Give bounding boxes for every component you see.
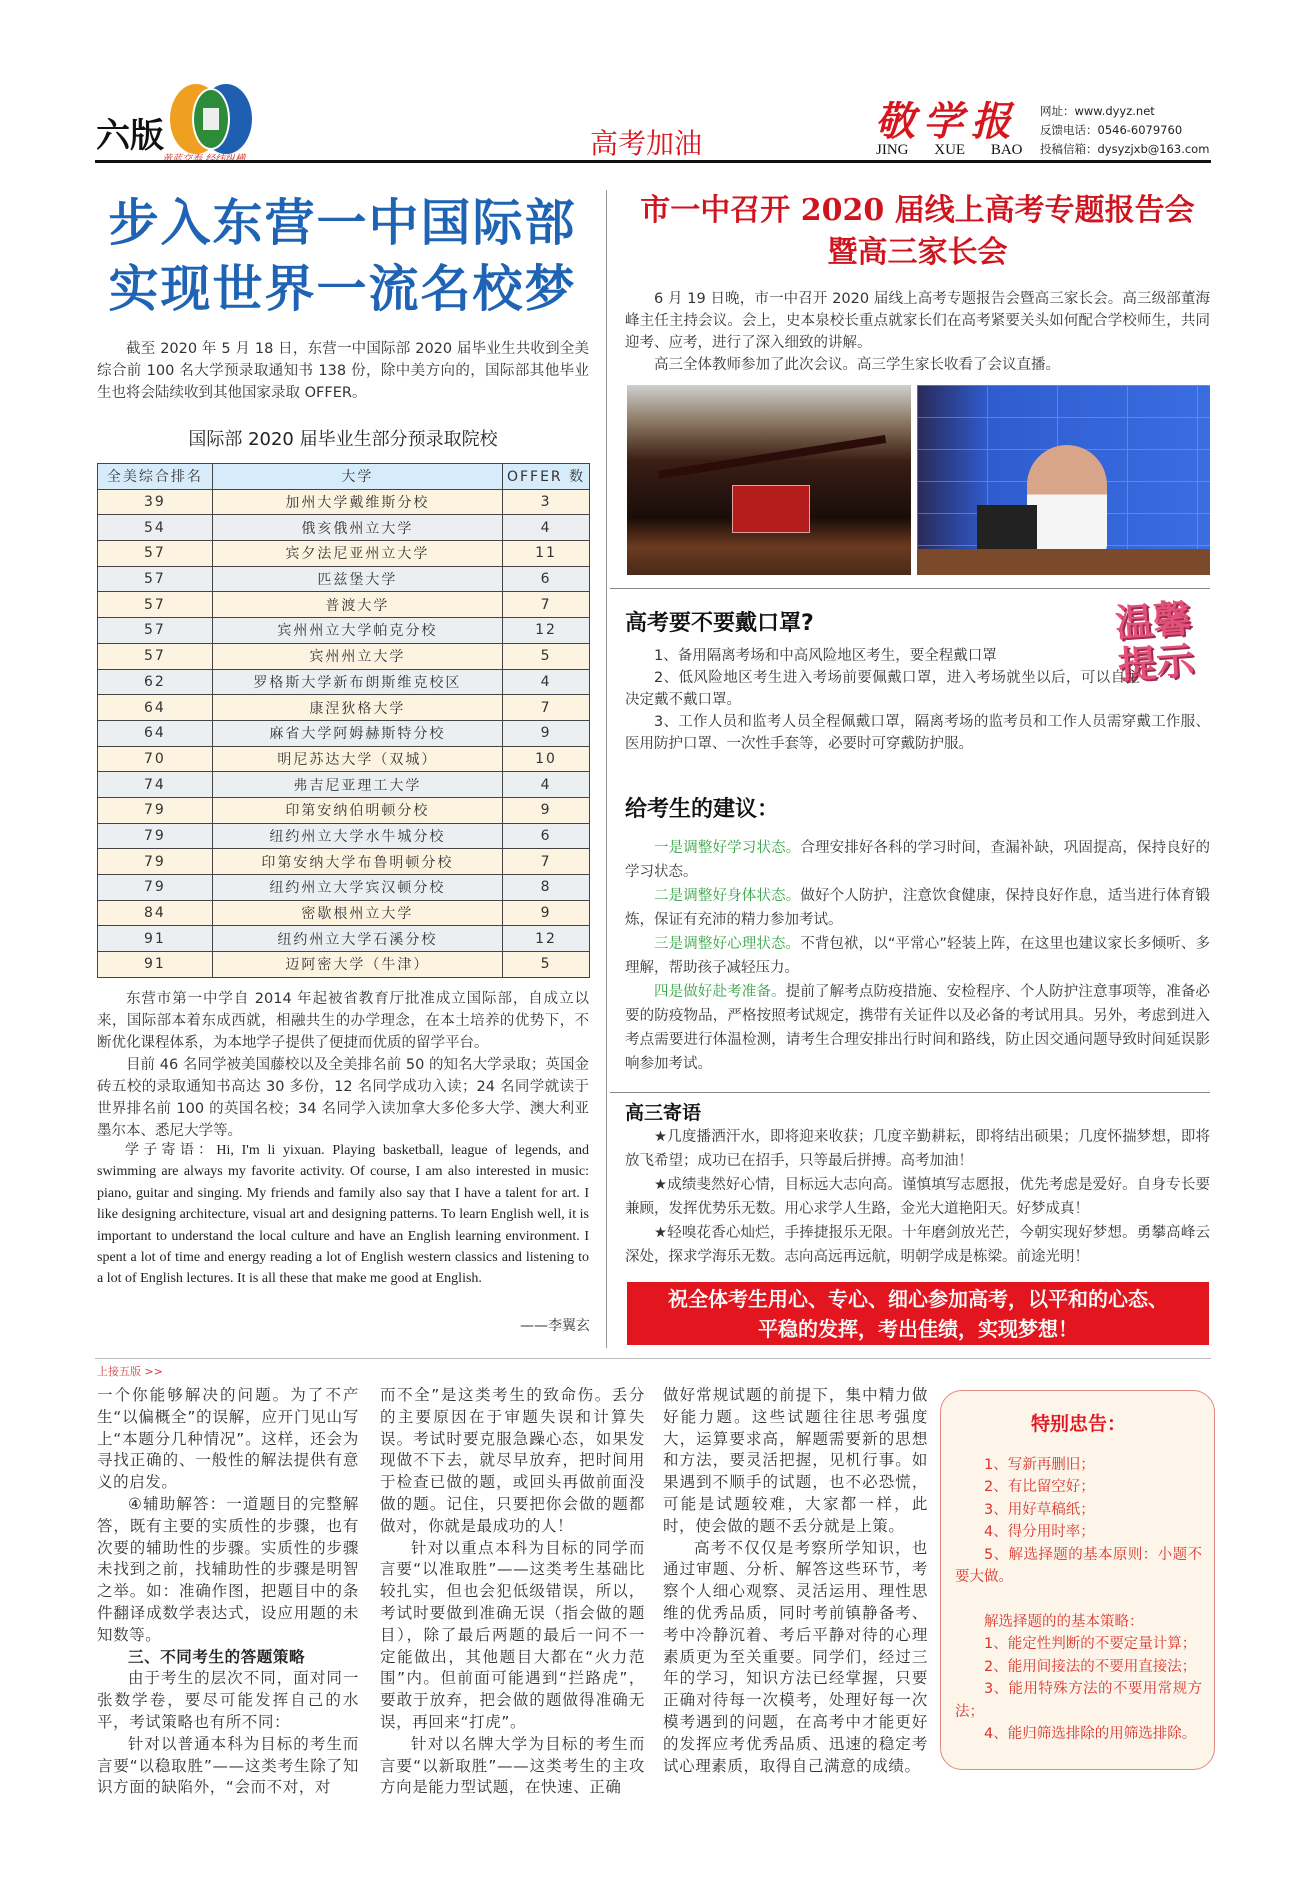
table-row [98,643,590,669]
banner-line: 平稳的发挥，考出佳绩，实现梦想！ [758,1317,1078,1341]
cell-university: 纽约州立大学宾汉顿分校 [212,875,502,901]
table-row [98,926,590,952]
title-line: 暨高三家长会 [827,235,1008,270]
table-row [98,849,590,875]
strategy-title: 解选择题的的基本策略： [984,1613,1144,1630]
mask-rules [625,645,1210,755]
advice-item: 2、有比留空好； [984,1479,1095,1495]
table-row [98,823,590,849]
cell-offers: 4 [503,772,590,798]
list-item [625,836,1210,884]
cell-offers: 12 [503,926,590,952]
special-advice-box [940,1390,1215,1770]
cell-rank: 54 [98,515,213,541]
right-article-title [625,190,1210,274]
advice-item: 5、解选择题的基本原则：小题不要大做。 [955,1546,1202,1585]
cell-offers: 4 [503,669,590,695]
advice-item: 3、能用特殊方法的不要用常规方法； [955,1681,1202,1720]
cell-offers: 3 [503,489,590,515]
header-rule [95,160,1211,163]
paragraph: ④辅助解答：一道题目的完整解答，既有主要的实质性的步骤，也有次要的辅助性的步骤。实质性的步骤未找到之前，找辅助性的步骤是明智之举。如：准确作图，把题目中的条件翻译成数学表达式，设应用题的未知数等。 [97,1494,359,1644]
masthead-logo: 敬学报 [875,98,1019,145]
wishes-list [625,1125,1210,1269]
table-row [98,669,590,695]
wishes-heading: 高三寄语 [625,1102,702,1124]
advice-item: 4、能归筛选排除的用筛选排除。 [984,1726,1197,1742]
cell-offers: 10 [503,746,590,772]
cell-university: 康涅狄格大学 [212,695,502,721]
warm-tip-badge: 温馨提示 [1113,596,1196,688]
mask-heading: 高考要不要戴口罩? [625,611,814,636]
admissions-table [97,463,590,978]
cell-rank: 57 [98,566,213,592]
auditorium-photo [627,385,911,575]
advice-item: 3、用好草稿纸； [984,1501,1095,1518]
cell-rank: 57 [98,643,213,669]
cell-offers: 8 [503,875,590,901]
advice-lead: 三是调整好心理状态。 [654,936,801,952]
website: 网址：www.dyyz.net [1040,104,1155,118]
advice-text: 做好个人防护，注意饮食健康，保持良好作息，适当进行体育锻炼，保证有充沛的精力参加考试。 [625,888,1211,928]
advice-lead: 四是做好赴考准备。 [654,984,786,1000]
list-item: ★几度播洒汗水，即将迎来收获；几度辛勤耕耘，即将结出硕果；几度怀揣梦想，即将放飞希望；成功已在招手，只等最后拼搏。高考加油！ [625,1129,1210,1169]
table-row [98,900,590,926]
cell-offers: 12 [503,618,590,644]
table-row [98,695,590,721]
signature: ——李翼玄 [520,1318,590,1334]
cell-university: 宾州州立大学帕克分校 [212,618,502,644]
table-row [98,489,590,515]
advice-text: 不背包袱，以“平常心”轻装上阵，在这里也建议家长多倾听、多理解，帮助孩子减轻压力。 [625,936,1211,976]
article-column-2 [380,1385,645,1799]
cell-rank: 39 [98,489,213,515]
paragraph: 一个你能够解决的问题。为了不产生“以偏概全”的误解，应开门见山写上“本题分几种情况”。这样，还会为寻找正确的、一般性的解法提供有意义的启发。 [97,1386,359,1492]
list-item: ★轻嗅花香心灿烂，手捧捷报乐无限。十年磨剑放光芒，今朝实现好梦想。勇攀高峰云深处，探求学海乐无数。志向高远再远航，明朝学成是栋梁。前途光明！ [625,1225,1210,1265]
table-row [98,952,590,978]
advice-heading: 给考生的建议： [625,797,780,822]
list-item [625,884,1210,932]
title-line: 市一中召开 2020 届线上高考专题报告会 [640,193,1195,228]
cell-university: 俄亥俄州立大学 [212,515,502,541]
cell-rank: 64 [98,720,213,746]
cell-offers: 9 [503,797,590,823]
cell-rank: 79 [98,875,213,901]
table-row [98,875,590,901]
list-item: ★成绩斐然好心情，目标远大志向高。谨慎填写志愿报，优先考虑是爱好。自身专长要兼顾，发挥优势乐无数。用心求学人生路，金光大道艳阳天。好梦成真！ [625,1177,1210,1217]
title-line: 实现世界一流名校梦 [108,260,577,318]
list-item: 1、备用隔离考场和中高风险地区考生，要全程戴口罩 [654,648,997,664]
title-line: 步入东营一中国际部 [108,194,577,252]
col-header-rank: 全美综合排名 [98,464,213,490]
cell-university: 弗吉尼亚理工大学 [212,772,502,798]
submission-email: 投稿信箱：dysyzjxb@163.com [1040,142,1210,156]
continued-link[interactable]: 上接五版 >> [97,1365,163,1378]
cell-offers: 9 [503,900,590,926]
advice-text: 提前了解考点防疫措施、安检程序、个人防护注意事项等，准备必要的防疫物品，严格按照考试规定，携带有关证件以及必备的考试用具。另外，考虑到进入考点需要进行体温检测，请考生合理安排出行时间和路线，防止因交通问题导致时间延误影响参加考试。 [625,984,1210,1072]
list-item: 3、工作人员和监考人员全程佩戴口罩，隔离考场的监考员和工作人员需穿戴工作服、医用防护口罩、一次性手套等，必要时可穿戴防护服。 [625,714,1210,752]
column-divider [606,190,607,1348]
cell-university: 密歇根州立大学 [212,900,502,926]
paragraph: 做好常规试题的前提下，集中精力做好能力题。这些试题往往思考强度大，运算要求高，解题需要新的思想和方法，要灵活把握，见机行事。如果遇到不顺手的试题，也不必恐慌，可能是试题较难，大家都一样，此时，使会做的题不丢分就是上策。 [663,1386,928,1535]
banner-line: 祝全体考生用心、专心、细心参加高考，以平和的心态、 [668,1287,1168,1311]
advice-item: 4、得分用时率； [984,1524,1095,1540]
cell-offers: 7 [503,849,590,875]
cell-rank: 57 [98,541,213,567]
cell-rank: 74 [98,772,213,798]
table-row [98,720,590,746]
table-row [98,618,590,644]
feedback-phone: 反馈电话：0546-6079760 [1040,123,1183,137]
cell-university: 宾州州立大学 [212,643,502,669]
cell-rank: 70 [98,746,213,772]
paragraph: 东营市第一中学自 2014 年起被省教育厅批准成立国际部，自成立以来，国际部本着东成西就，相融共生的办学理念，在本土培养的优势下，不断优化课程体系，为本地学子提供了便捷而优质的留学平台。 [97,991,589,1051]
table-row [98,541,590,567]
cell-rank: 79 [98,823,213,849]
table-row [98,797,590,823]
table-row [98,746,590,772]
paragraph: 由于考生的层次不同，面对同一张数学卷，要尽可能发挥自己的水平，考试策略也有所不同： [97,1669,359,1731]
paragraph: 6 月 19 日晚，市一中召开 2020 届线上高考专题报告会暨高三家长会。高三级部董海峰主任主持会议。会上，史本泉校长重点就家长们在高考紧要关头如何配合学校师生，共同迎考、应考，进行了深入细致的讲解。 [625,291,1210,351]
paragraph: 高考不仅仅是考察所学知识，也通过审题、分析、解答这些环节，考察个人细心观察、灵活运用、理性思维的优秀品质，同时考前镇静备考、考中冷静沉着、考后平静对待的心理素质更为至关重要。同学们，经过三年的学习，知识方法已经掌握，只要正确对待每一次模考，处理好每一次模考遇到的问题，在高考中才能更好的发挥应考优秀品质、迅速的稳定考试心理素质，取得自己满意的成绩。 [663,1538,928,1775]
cell-rank: 84 [98,900,213,926]
section-divider [610,588,1210,589]
table-row [98,772,590,798]
paragraph: 高三全体教师参加了此次会议。高三学生家长收看了会议直播。 [654,357,1060,373]
paragraph: 针对以普通本科为目标的考生而言要“以稳取胜”——这类考生除了知识方面的缺陷外，“会而不对，对 [97,1734,359,1797]
section-title: 高考加油 [590,127,703,160]
section-divider [610,1092,1210,1093]
list-item: 2、低风险地区考生进入考场前要佩戴口罩，进入考场就坐以后，可以自主决定戴不戴口罩。 [625,670,1140,708]
table-title: 国际部 2020 届毕业生部分预录取院校 [188,429,498,450]
cell-rank: 64 [98,695,213,721]
cell-offers: 7 [503,592,590,618]
masthead-pinyin: JING XUE BAO [876,142,1023,158]
advice-item: 2、能用间接法的不要用直接法； [984,1658,1197,1675]
cell-offers: 11 [503,541,590,567]
cell-rank: 62 [98,669,213,695]
cell-university: 麻省大学阿姆赫斯特分校 [212,720,502,746]
cell-offers: 9 [503,720,590,746]
cell-university: 明尼苏达大学（双城） [212,746,502,772]
cell-rank: 91 [98,952,213,978]
article-column-1 [97,1385,359,1799]
paragraph: 而不全”是这类考生的致命伤。丢分的主要原因在于审题失误和计算失误。考试时要克服急躁心态，如果发现做不下去，就尽早放弃，把时间用于检查已做的题，或回头再做前面没做的题。记住，只要把你会做的题都做对，你就是最成功的人！ [380,1386,645,1535]
cell-university: 印第安纳大学布鲁明顿分校 [212,849,502,875]
principal-speaking-photo [917,385,1210,575]
paragraph: 目前 46 名同学被美国藤校以及全美排名前 50 的知名大学录取；英国金砖五校的录取通知书高达 30 多份，12 名同学成功入读；24 名同学就读于世界排名前 100 的英国名校；34 名同学入读加拿大多伦多大学、澳大利亚墨尔本、悉尼大学等。 [97,1057,589,1139]
list-item [625,980,1210,1076]
table-row [98,592,590,618]
advice-lead: 二是调整好身体状态。 [654,888,801,904]
cell-university: 印第安纳伯明顿分校 [212,797,502,823]
cell-rank: 57 [98,592,213,618]
student-quote-text: Hi, I'm li yixuan. Playing basketball, league of legends, and swimming are always my favorite activity. Of course, I am also interested in music: piano, guitar and singing. My friends and family also say that I have a talent for art. I like designing architecture, visual art and designing patterns. To learn English well, it is important to understand the local culture and have an English learning environment. I spent a lot of time and energy reading a lot of English western classics and listening to a lot of English lectures. It is all these that make me good at English. [97,1143,590,1287]
list-item [625,932,1210,980]
subheading: 三、不同考生的答题策略 [128,1647,306,1666]
contact-info [1040,102,1209,159]
meeting-report [625,288,1210,376]
cell-offers: 5 [503,952,590,978]
cell-offers: 6 [503,823,590,849]
edition-label: 六版 [96,116,164,156]
paragraph: 针对以名牌大学为目标的考生而言要“以新取胜”——这类考生的主攻方向是能力型试题，在快速、正确 [380,1734,645,1797]
cell-university: 普渡大学 [212,592,502,618]
col-header-university: 大学 [212,464,502,490]
table-row [98,566,590,592]
cell-rank: 79 [98,849,213,875]
cell-offers: 7 [503,695,590,721]
student-quote-label: 学子寄语： [125,1142,217,1158]
advice-item: 1、能定性判断的不要定量计算； [984,1636,1197,1652]
bottom-rule [95,1358,1211,1359]
cell-university: 宾夕法尼亚州立大学 [212,541,502,567]
cell-university: 迈阿密大学（牛津） [212,952,502,978]
cell-rank: 57 [98,618,213,644]
school-logo [170,84,256,154]
intro-paragraph: 截至 2020 年 5 月 18 日，东营一中国际部 2020 届毕业生共收到全美综合前 100 名大学预录取通知书 138 份，除中美方向的，国际部其他毕业生也将会陆续收到其他国家录取 OFFER。 [97,341,589,401]
box-title: 特别忠告： [1030,1413,1126,1435]
cell-offers: 5 [503,643,590,669]
cell-university: 匹兹堡大学 [212,566,502,592]
cell-rank: 79 [98,797,213,823]
article-column-3 [663,1385,928,1777]
cell-university: 罗格斯大学新布朗斯维克校区 [212,669,502,695]
advice-item: 1、写新再删旧； [984,1456,1095,1473]
cell-rank: 91 [98,926,213,952]
blessing-banner [627,1282,1209,1345]
advice-lead: 一是调整好学习状态。 [654,840,801,856]
advice-list [625,836,1210,1076]
paragraph: 针对以重点本科为目标的同学而言要“以准取胜”——这类考生基础比较扎实，但也会犯低级错误，所以，考试时要做到准确无误（指会做的题目），除了最后两题的最后一问不一定能做出，其他题目大都在“火力范围”内。但前面可能遇到“拦路虎”，要敢于放弃，把会做的题做得准确无误，再回来“打虎”。 [380,1538,645,1731]
left-article-title [95,190,590,322]
cell-offers: 6 [503,566,590,592]
col-header-offers: OFFER 数 [503,464,590,490]
cell-university: 纽约州立大学水牛城分校 [212,823,502,849]
advice-text: 合理安排好各科的学习时间，查漏补缺，巩固提高，保持良好的学习状态。 [625,840,1211,880]
cell-university: 加州大学戴维斯分校 [212,489,502,515]
student-quote [97,1140,589,1290]
cell-offers: 4 [503,515,590,541]
left-body [97,988,589,1142]
cell-university: 纽约州立大学石溪分校 [212,926,502,952]
table-row [98,515,590,541]
